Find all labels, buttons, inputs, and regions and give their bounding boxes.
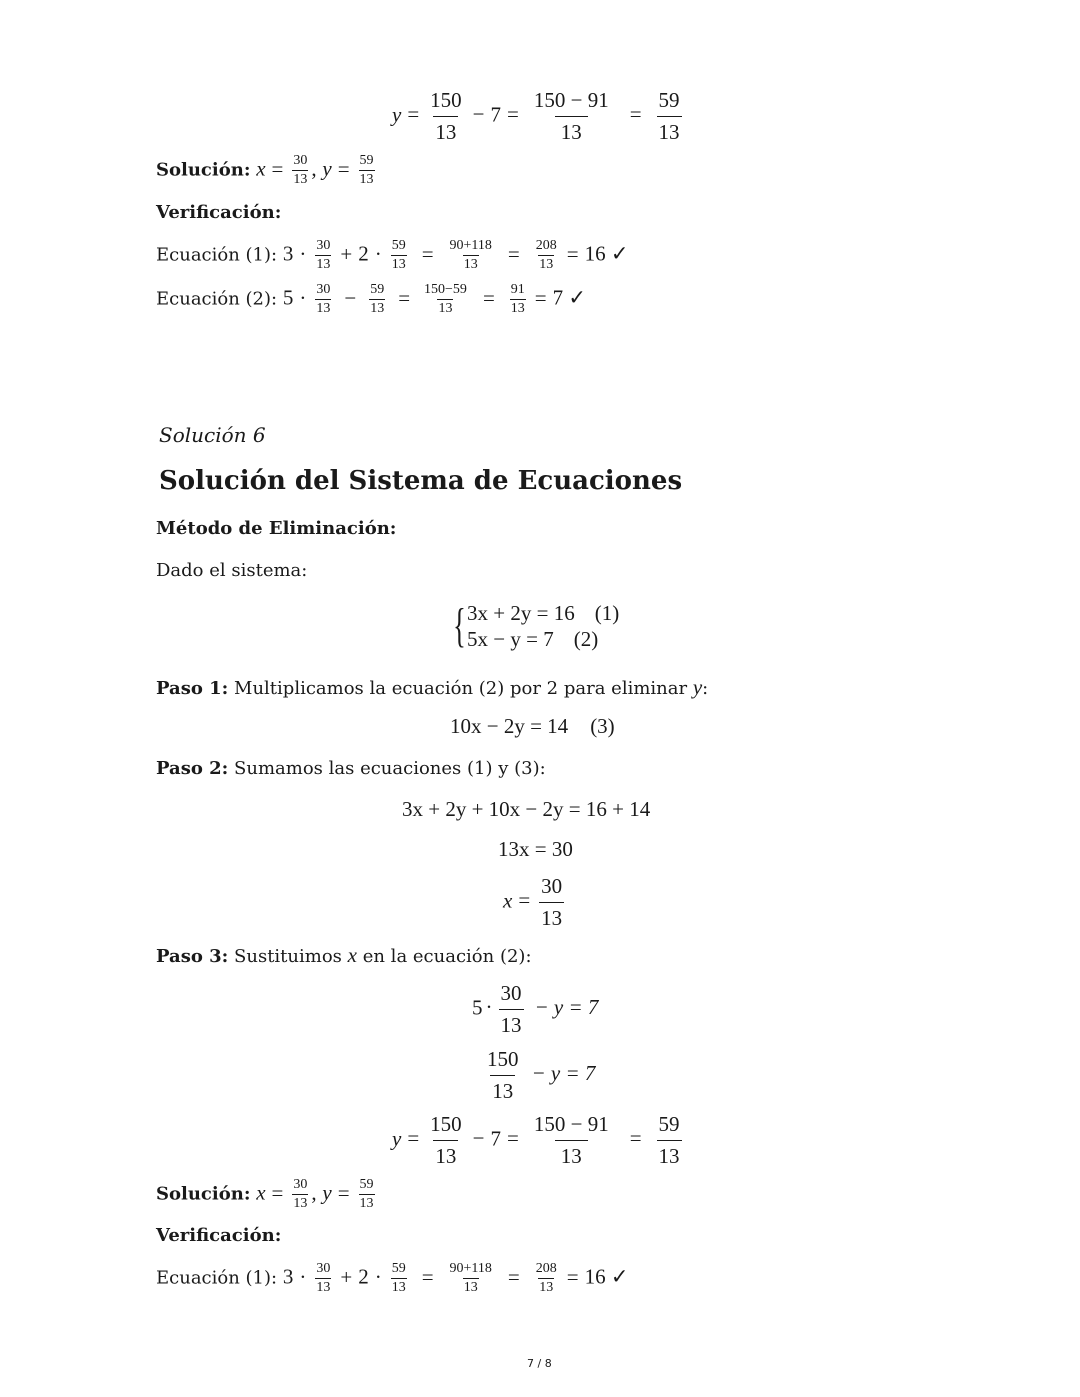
step-text: en la ecuación (2):: [362, 946, 532, 967]
dot-operator: ·: [374, 1264, 382, 1289]
page-title: Solución del Sistema de Ecuaciones: [159, 466, 683, 496]
section-subtitle: Solución 6: [159, 423, 266, 447]
brace-icon: {: [453, 599, 466, 652]
equals-sign: =: [421, 241, 434, 266]
equation-label: Ecuación (1):: [156, 1267, 278, 1289]
numerator: 150 − 91: [533, 88, 609, 112]
fraction: [292, 153, 308, 188]
equation-tag: (3): [590, 714, 615, 738]
denominator: 13: [316, 1280, 331, 1295]
denominator: 13: [657, 116, 682, 145]
fraction: [423, 282, 468, 317]
number: 7: [490, 102, 502, 127]
numerator: 30: [316, 238, 331, 253]
fraction: [391, 1261, 407, 1296]
number: 5: [282, 285, 294, 310]
denominator: 13: [359, 172, 374, 187]
number: 5: [472, 995, 483, 1020]
equals-sign: =: [271, 1180, 284, 1205]
top-y-equation: [392, 88, 685, 145]
denominator: 13: [316, 301, 331, 316]
equation-1-check: [156, 1261, 628, 1296]
denominator: 13: [463, 1280, 478, 1295]
fraction: [369, 282, 385, 317]
numerator: 150: [430, 88, 462, 112]
check-result: 7 ✓: [552, 285, 586, 310]
fraction: [315, 1261, 331, 1296]
var-y: y: [392, 102, 402, 127]
number: 2: [358, 241, 369, 266]
denominator: 13: [510, 301, 525, 316]
denominator: 13: [490, 1075, 515, 1104]
system-line-2: [467, 626, 619, 652]
equals-sign: =: [629, 102, 642, 127]
denominator: 13: [438, 301, 453, 316]
denominator: 13: [555, 1140, 588, 1169]
numerator: 30: [316, 282, 331, 297]
step-1: [156, 675, 708, 700]
equals-sign: =: [566, 1264, 579, 1289]
equals-sign: =: [507, 1126, 519, 1151]
top-equation-1-check: [156, 238, 628, 273]
verification-label: Verificación:: [156, 1225, 282, 1246]
solution-label: Solución:: [156, 1183, 251, 1205]
fraction: [485, 1047, 521, 1104]
denominator: 13: [391, 257, 406, 272]
numerator: 59: [359, 153, 374, 168]
method-label: Método de Eliminación:: [156, 518, 397, 539]
sum-line-2: 13x = 30: [498, 837, 573, 861]
minus-sign: −: [344, 285, 357, 310]
equals-sign: =: [566, 241, 579, 266]
denominator: 13: [433, 1140, 458, 1169]
numerator: 59: [658, 1112, 680, 1136]
step-label: Paso 1:: [156, 678, 229, 699]
fraction: [657, 88, 682, 145]
numerator: 91: [510, 282, 525, 297]
step-label: Paso 2:: [156, 758, 229, 779]
equals-sign: =: [507, 1264, 520, 1289]
equation-tag: (1): [594, 601, 620, 625]
numerator: 90+118: [449, 1261, 492, 1276]
step-text: Sumamos las ecuaciones (1) y (3):: [234, 758, 546, 779]
denominator: 13: [555, 116, 588, 145]
number: 3: [282, 1264, 294, 1289]
numerator: 208: [535, 238, 557, 253]
plus-sign: +: [340, 1264, 353, 1289]
check-result: 16 ✓: [584, 1264, 629, 1289]
dot-operator: ·: [299, 241, 307, 266]
numerator: 90+118: [449, 238, 492, 253]
fraction: [428, 1112, 464, 1169]
fraction: [528, 88, 615, 145]
number: 2: [358, 1264, 369, 1289]
top-solution: [156, 153, 378, 188]
var-y: y: [392, 1126, 402, 1151]
equation-system: [448, 600, 619, 652]
equals-sign: =: [421, 1264, 434, 1289]
number: 3: [282, 241, 294, 266]
fraction: [499, 981, 524, 1038]
denominator: 13: [499, 1009, 524, 1038]
equation-label: Ecuación (2):: [156, 288, 278, 310]
equals-sign: =: [271, 156, 284, 181]
var-y: y: [322, 1180, 332, 1205]
top-verification-label: Verificación:: [156, 202, 282, 223]
step-text: Multiplicamos la ecuación (2) por 2 para eliminar: [234, 678, 688, 699]
comma: ,: [311, 156, 317, 181]
equation-tag: (2): [573, 627, 599, 651]
fraction: [428, 88, 464, 145]
step-text: Sustituimos: [234, 946, 342, 967]
page-number: 7 / 8: [527, 1357, 552, 1370]
equals-sign: =: [398, 285, 411, 310]
equals-sign: =: [407, 102, 420, 127]
denominator: 13: [657, 1140, 682, 1169]
comma: ,: [311, 1180, 317, 1205]
numerator: 59: [658, 88, 680, 112]
equals-sign: =: [507, 241, 520, 266]
fraction: [292, 1177, 308, 1212]
equation: 5x − y = 7: [467, 627, 554, 651]
fraction: [449, 238, 493, 273]
denominator: 13: [391, 1280, 406, 1295]
solution: [156, 1177, 378, 1212]
numerator: 59: [391, 1261, 406, 1276]
var-x: x: [256, 156, 266, 181]
denominator: 13: [293, 172, 308, 187]
fraction: [315, 282, 331, 317]
fraction: [535, 1261, 558, 1296]
numerator: 150 − 91: [533, 1112, 609, 1136]
denominator: 13: [359, 1196, 374, 1211]
numerator: 150: [430, 1112, 462, 1136]
denominator: 13: [539, 902, 564, 931]
denominator: 13: [539, 257, 554, 272]
equation: 10x − 2y = 14: [450, 714, 569, 738]
dot-operator: ·: [299, 1264, 307, 1289]
fraction: [359, 1177, 375, 1212]
denominator: 13: [539, 1280, 554, 1295]
equals-sign: =: [518, 888, 531, 913]
substitution-1: [472, 981, 598, 1038]
denominator: 13: [433, 116, 458, 145]
equals-sign: =: [482, 285, 495, 310]
var-x: x: [503, 888, 513, 913]
plus-sign: +: [340, 241, 353, 266]
numerator: 150: [487, 1047, 519, 1071]
numerator: 59: [370, 282, 385, 297]
fraction: [535, 238, 558, 273]
numerator: 30: [541, 874, 563, 898]
check-result: 16 ✓: [584, 241, 629, 266]
dot-operator: ·: [485, 995, 493, 1020]
sum-line-1: 3x + 2y + 10x − 2y = 16 + 14: [402, 797, 651, 821]
fraction: [449, 1261, 493, 1296]
minus-sign: −: [472, 1126, 485, 1151]
number: 7: [490, 1126, 502, 1151]
denominator: 13: [463, 257, 478, 272]
dot-operator: ·: [299, 285, 307, 310]
x-result: [503, 874, 567, 931]
equals-sign: =: [337, 1180, 350, 1205]
step-2: [156, 758, 546, 779]
fraction: [391, 238, 407, 273]
equals-sign: =: [337, 156, 350, 181]
numerator: 30: [293, 1177, 308, 1192]
equation: 3x + 2y = 16: [467, 601, 575, 625]
colon: :: [702, 678, 709, 699]
equals-sign: =: [507, 102, 519, 127]
equals-sign: =: [534, 285, 547, 310]
var-x: x: [347, 943, 357, 967]
denominator: 13: [316, 257, 331, 272]
denominator: 13: [370, 301, 385, 316]
numerator: 150−59: [424, 282, 467, 297]
dot-operator: ·: [374, 241, 382, 266]
minus-sign: −: [472, 102, 485, 127]
fraction: [528, 1112, 615, 1169]
numerator: 208: [535, 1261, 557, 1276]
numerator: 30: [316, 1261, 331, 1276]
numerator: 59: [391, 238, 406, 253]
denominator: 13: [293, 1196, 308, 1211]
equals-sign: =: [629, 1126, 642, 1151]
step-label: Paso 3:: [156, 946, 229, 967]
var-y: y: [322, 156, 332, 181]
equals-sign: =: [407, 1126, 420, 1151]
fraction: [510, 282, 526, 317]
fraction: [657, 1112, 682, 1169]
numerator: 30: [500, 981, 522, 1005]
step-3: [156, 943, 532, 968]
equation-rest: − y = 7: [534, 995, 599, 1020]
given-text: Dado el sistema:: [156, 560, 308, 581]
fraction: [315, 238, 331, 273]
system-line-1: [467, 600, 619, 626]
numerator: 59: [359, 1177, 374, 1192]
fraction: [359, 153, 375, 188]
fraction: [539, 874, 564, 931]
top-equation-2-check: [156, 282, 586, 317]
equation-3: [450, 714, 615, 739]
solution-label: Solución:: [156, 159, 251, 181]
y-equation: [392, 1112, 685, 1169]
var-y: y: [692, 675, 703, 699]
numerator: 30: [293, 153, 308, 168]
equation-rest: − y = 7: [531, 1061, 596, 1086]
var-x: x: [256, 1180, 266, 1205]
equation-label: Ecuación (1):: [156, 244, 278, 266]
substitution-2: [482, 1047, 595, 1104]
